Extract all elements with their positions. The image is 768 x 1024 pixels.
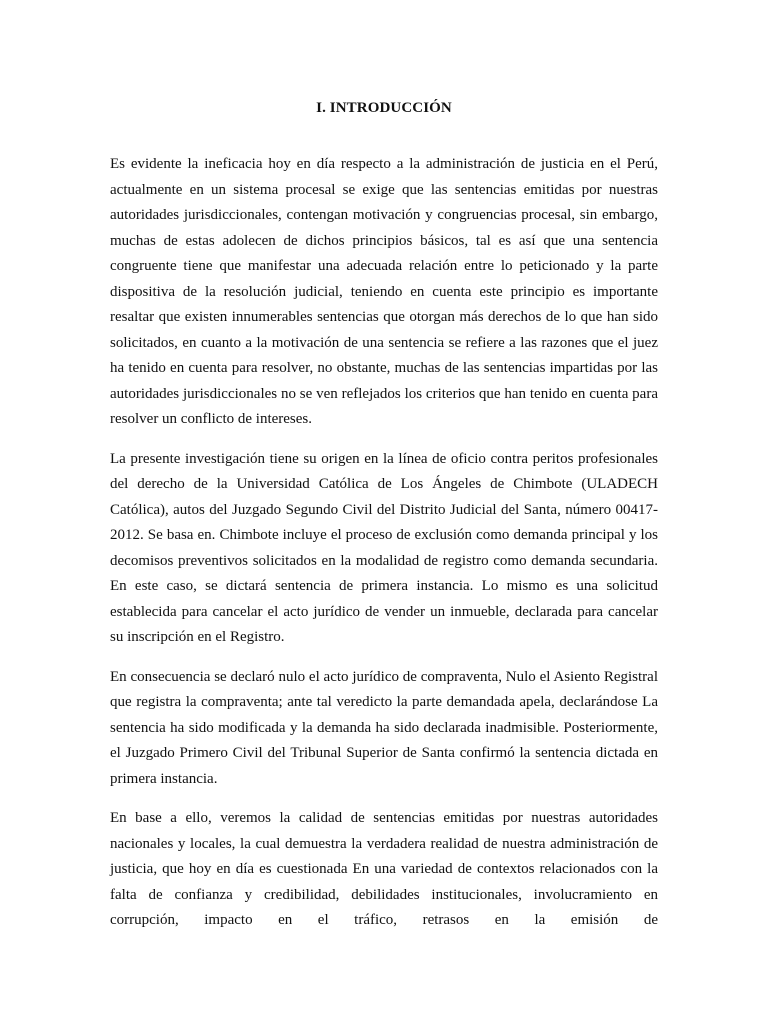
- paragraph-4: En base a ello, veremos la calidad de sentencias emitidas por nuestras autoridades nacionales y locales, la cual demuestra la verdadera realidad de nuestra administración de justicia, que hoy en día es cuestionada En una variedad de contextos relacionados con la falta de confianza y credibilidad, debilidades institucionales, involucramiento en corrupción, impacto en el tráfico, retrasos en la emisión de: [110, 810, 658, 928]
- paragraph-1: Es evidente la ineficacia hoy en día respecto a la administración de justicia en el Perú, actualmente en un sistema procesal se exige que las sentencias emitidas por nuestras autoridades jurisdiccionales, contengan motivación y congruencias procesal, sin embargo, muchas de estas adolecen de dichos principios básicos, tal es así que una sentencia congruente tiene que manifestar una adecuada relación entre lo peticionado y la parte dispositiva de la resolución judicial, teniendo en cuenta este principio es importante resaltar que existen innumerables sentencias que otorgan más derechos de lo que han sido solicitados, en cuanto a la motivación de una sentencia se refiere a las razones que el juez ha tenido en cuenta para resolver, no obstante, muchas de las sentencias impartidas por las autoridades jurisdiccionales no se ven reflejados los criterios que han tenido en cuenta para resolver un conflicto de intereses.: [110, 156, 658, 427]
- body-text: [110, 152, 658, 948]
- section-heading: I. INTRODUCCIÓN: [316, 100, 452, 116]
- paragraph-2: La presente investigación tiene su origen en la línea de oficio contra peritos profesionales del derecho de la Universidad Católica de Los Ángeles de Chimbote (ULADECH Católica), autos del Juzgado Segundo Civil del Distrito Judicial del Santa, número 00417-2012. Se basa en. Chimbote incluye el proceso de exclusión como demanda principal y los decomisos preventivos solicitados en la modalidad de registro como demanda secundaria. En este caso, se dictará sentencia de primera instancia. Lo mismo es una solicitud establecida para cancelar el acto jurídico de vender un inmueble, declarada para cancelar su inscripción en el Registro.: [110, 450, 658, 645]
- paragraph-3: En consecuencia se declaró nulo el acto jurídico de compraventa, Nulo el Asiento Registral que registra la compraventa; ante tal veredicto la parte demandada apela, declarándose La sentencia ha sido modificada y la demanda ha sido declarada inadmisible. Posteriormente, el Juzgado Primero Civil del Tribunal Superior de Santa confirmó la sentencia dictada en primera instancia.: [110, 668, 658, 787]
